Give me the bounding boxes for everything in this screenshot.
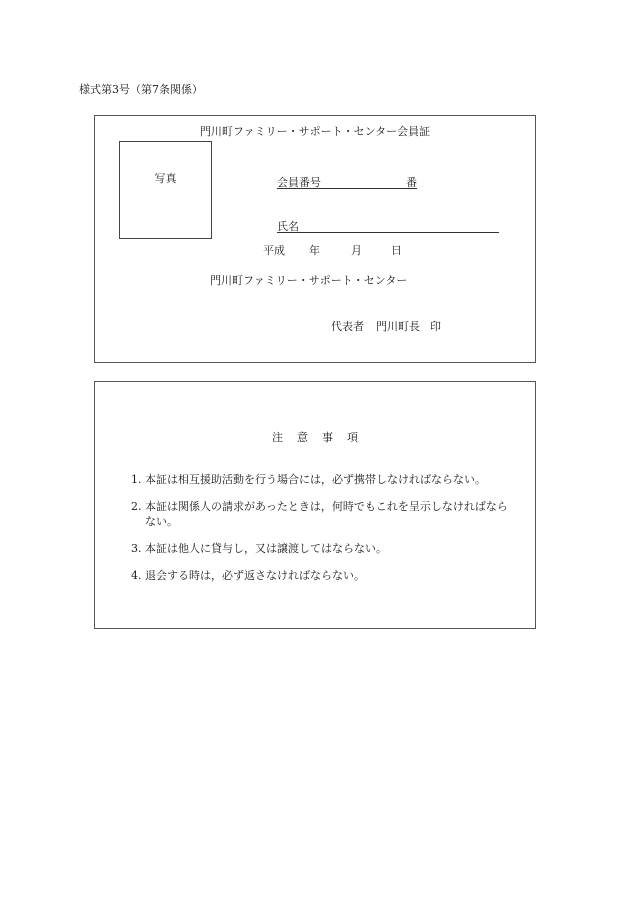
notes-title [95, 429, 535, 445]
representative-name: 門川町長 [376, 320, 420, 333]
date-era: 平成 [263, 244, 285, 257]
list-item [131, 472, 511, 487]
name-field [277, 218, 499, 233]
form-number-label: 様式第3号（第7条関係） [79, 83, 203, 96]
member-number-suffix: 番 [406, 176, 417, 189]
membership-card-front [94, 115, 536, 363]
list-item-text: 本証は他人に貸与し，又は譲渡してはならない。 [145, 542, 387, 555]
list-item-number: 1. [131, 473, 142, 486]
date-day: 日 [391, 244, 402, 257]
card-title: 門川町ファミリー・サポート・センター会員証 [199, 125, 431, 138]
notes-title-char: 項 [347, 431, 358, 444]
member-number-field [277, 174, 417, 189]
representative-role: 代表者 [331, 320, 364, 333]
issuer-name: 門川町ファミリー・サポート・センター [210, 274, 408, 287]
photo-box [119, 141, 212, 239]
membership-card-back [94, 381, 536, 629]
notes-list [131, 472, 511, 595]
representative [331, 318, 441, 334]
photo-label: 写真 [154, 172, 177, 185]
list-item [131, 568, 511, 583]
list-item-number: 4. [131, 569, 142, 582]
notes-title-char: 事 [322, 431, 333, 444]
issue-date [263, 242, 402, 258]
date-year: 年 [309, 244, 320, 257]
member-number-label: 会員番号 [277, 176, 321, 189]
notes-title-char: 意 [297, 431, 308, 444]
list-item [131, 499, 511, 529]
list-item [131, 541, 511, 556]
list-item-number: 2. [131, 500, 142, 513]
list-item-text: 退会する時は，必ず返さなければならない。 [145, 569, 365, 582]
date-month: 月 [351, 244, 362, 257]
seal-label: 印 [430, 320, 441, 333]
list-item-number: 3. [131, 542, 142, 555]
list-item-text: 本証は相互援助活動を行う場合には，必ず携帯しなければならない。 [145, 473, 486, 486]
name-label: 氏名 [277, 220, 299, 233]
list-item-text: 本証は関係人の請求があったときは，何時でもこれを呈示しなければならない。 [145, 500, 508, 528]
notes-title-char: 注 [272, 431, 283, 444]
